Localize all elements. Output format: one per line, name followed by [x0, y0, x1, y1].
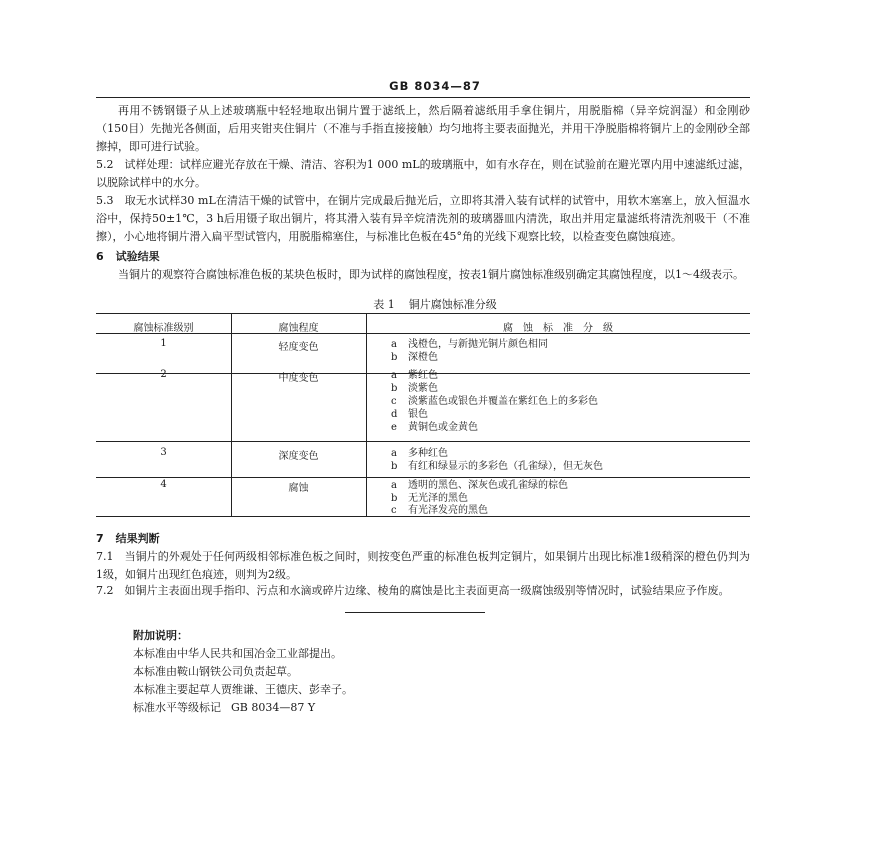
paragraph-6: 当铜片的观察符合腐蚀标准色板的某块色板时，即为试样的腐蚀程度，按表1铜片腐蚀标准级别确定其腐蚀程度，以1～4级表示。 — [118, 268, 744, 281]
paragraph-intro: 再用不锈钢镊子从上述玻璃瓶中轻轻地取出铜片置于滤纸上，然后隔着滤纸用手拿住铜片，用脱脂棉（异辛烷润湿）和金刚砂（150目）先抛光各侧面，后用夹钳夹住铜片（不准与手指直接接触）均匀地将主要表面抛光，并用干净脱脂棉将铜片上的金刚砂全部擦掉，即可进行试验。 — [96, 104, 750, 153]
table-caption-number: 表 1 — [373, 298, 395, 311]
paragraph-5-2: 5.2 试样处理：试样应避光存放在干燥、清洁、容积为1 000 mL的玻璃瓶中，如有水存在，则在试验前在避光罩内用中速滤纸过滤，以脱除试样中的水分。 — [96, 158, 750, 189]
table-list-item: b 无光泽的黑色 — [391, 493, 468, 504]
table-list-item: c 有光泽发亮的黑色 — [391, 505, 488, 516]
table-cell-level: 3 — [160, 447, 167, 458]
section-number: 7 — [96, 532, 104, 545]
table-list-item: a 紫红色 — [391, 370, 438, 381]
table-rule-top — [96, 313, 750, 314]
table-rule-row — [96, 441, 750, 442]
table-list-item: b 有红和绿显示的多彩色（孔雀绿），但无灰色 — [391, 461, 603, 472]
table-cell-degree: 腐蚀 — [288, 483, 309, 494]
table-list-item: a 浅橙色，与新抛光铜片颜色相同 — [391, 339, 548, 350]
table-rule-row — [96, 477, 750, 478]
level-mark-value: GB 8034—87 Y — [231, 701, 316, 714]
table-cell-degree: 深度变色 — [278, 451, 319, 462]
paragraph-5-3: 5.3 取无水试样30 mL在清洁干燥的试管中，在铜片完成最后抛光后，立即将其滑入装有试样的试管中，用软木塞塞上，放入恒温水浴中，保持50±1℃，3 h后用镊子取出铜片，将其滑入装有异辛烷清洗剂的玻璃器皿内清洗，取出并用定量滤纸将清洗剂吸干（不准擦），小心地将铜片滑入扁平型试管内，用脱脂棉塞住，与标准比色板在45°角的光线下观察比较，以检查变色腐蚀痕迹。 — [96, 194, 750, 243]
table-column-divider — [366, 313, 367, 517]
table-list-item: b 淡紫色 — [391, 383, 438, 394]
table-cell-level: 2 — [160, 369, 167, 380]
end-separator-rule — [345, 612, 485, 613]
section-title: 试验结果 — [115, 250, 160, 263]
table-list-item: a 透明的黑色、深灰色或孔雀绿的棕色 — [391, 480, 568, 491]
table-list-item: c 淡紫蓝色或银色并覆盖在紫红色上的多彩色 — [391, 396, 598, 407]
notes-title: 附加说明： — [133, 629, 188, 642]
table-cell-degree: 中度变色 — [278, 373, 319, 384]
paragraph-7-1: 7.1 当铜片的外观处于任何两级相邻标准色板之间时，则按变色严重的标准色板判定铜片，如果铜片出现比标准1级稍深的橙色仍判为1级，如铜片出现红色痕迹，则判为2级。 — [96, 550, 750, 581]
table-caption-title: 铜片腐蚀标准分级 — [408, 298, 497, 311]
standard-level-mark — [133, 699, 315, 715]
table-header-description: 腐 蚀 标 准 分 级 — [503, 323, 613, 334]
notes-line: 本标准主要起草人贾维谦、王德庆、彭幸子。 — [133, 683, 353, 696]
section-title: 结果判断 — [115, 532, 160, 545]
level-mark-label: 标准水平等级标记 — [133, 701, 221, 714]
notes-line: 本标准由中华人民共和国冶金工业部提出。 — [133, 647, 342, 660]
table-list-item: d 银色 — [391, 409, 428, 420]
table-cell-degree: 轻度变色 — [278, 342, 319, 353]
section-number: 6 — [96, 250, 104, 263]
table-cell-level: 4 — [160, 479, 167, 490]
corrosion-grade-table — [96, 313, 750, 517]
section-heading-6 — [96, 248, 160, 264]
table-header-level: 腐蚀标准级别 — [133, 323, 194, 334]
header-rule — [96, 97, 750, 98]
table-list-item: a 多种红色 — [391, 448, 448, 459]
table-header-degree: 腐蚀程度 — [278, 323, 319, 334]
table-caption — [0, 296, 870, 312]
page-header-standard-number: GB 8034—87 — [389, 79, 481, 93]
paragraph-7-2: 7.2 如铜片主表面出现手指印、污点和水滴或碎片边缘、棱角的腐蚀是比主表面更高一级腐蚀级别等情况时，试验结果应予作废。 — [96, 584, 730, 597]
table-cell-level: 1 — [160, 338, 167, 349]
notes-line: 本标准由鞍山钢铁公司负责起草。 — [133, 665, 298, 678]
section-heading-7 — [96, 530, 160, 546]
table-list-item: b 深橙色 — [391, 352, 438, 363]
table-list-item: e 黄铜色或金黄色 — [391, 422, 478, 433]
